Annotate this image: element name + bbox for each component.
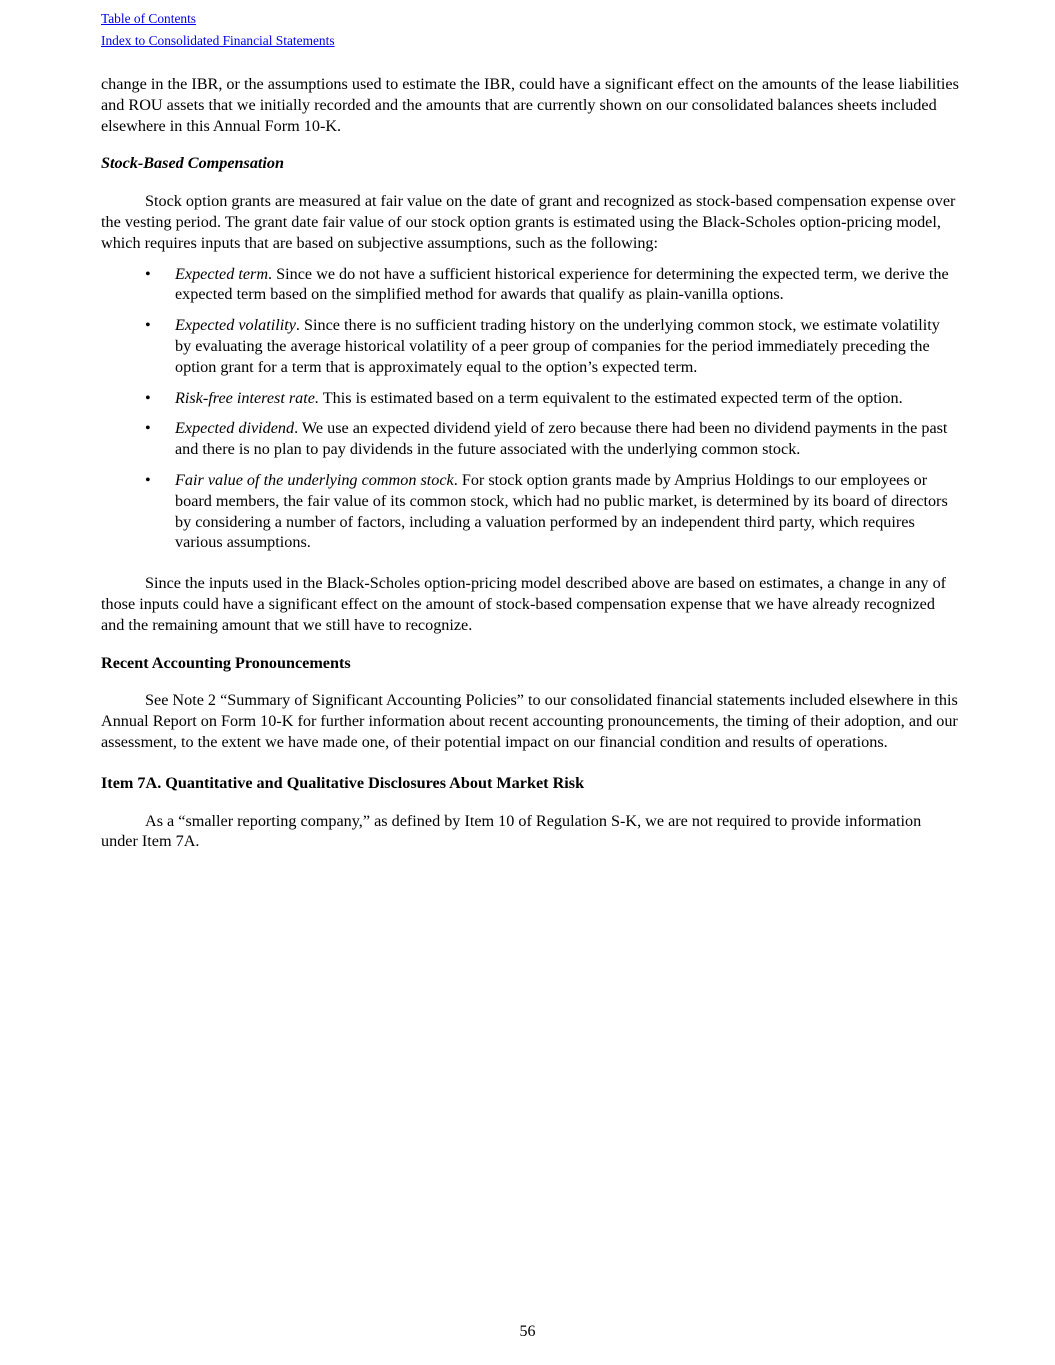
stock-comp-heading: Stock-Based Compensation	[101, 154, 285, 173]
list-item	[101, 418, 959, 460]
recent-pronouncements-heading: Recent Accounting Pronouncements	[101, 653, 351, 672]
list-item	[101, 388, 959, 409]
assumption-text: This is estimated based on a term equivalent to the estimated expected term of the option.	[319, 388, 903, 407]
assumption-term: Expected dividend	[175, 419, 295, 438]
assumption-term: Risk-free interest rate.	[175, 388, 319, 407]
assumption-text: . We use an expected dividend yield of zero because there had been no dividend payments in the past and there is no plan to pay dividends in the future associated with the underlying common stock.	[175, 419, 948, 459]
assumption-term: Expected volatility	[175, 316, 296, 335]
intro-paragraph: change in the IBR, or the assumptions used to estimate the IBR, could have a significant effect on the amounts of the lease liabilities and ROU assets that we initially recorded and the amounts that are currently shown on our consolidated balances sheets included elsewhere in this Annual Form 10-K.	[101, 75, 959, 135]
bullet-icon: •	[145, 388, 151, 407]
table-of-contents-link[interactable]: Table of Contents	[101, 11, 197, 26]
assumptions-list	[101, 264, 959, 554]
bullet-icon: •	[145, 470, 151, 489]
top-navigation	[101, 8, 335, 52]
bullet-icon: •	[145, 316, 151, 335]
page-number: 56	[519, 1323, 536, 1340]
document-body	[101, 74, 959, 852]
index-financial-statements-link[interactable]: Index to Consolidated Financial Statements	[101, 33, 335, 48]
assumption-text: . For stock option grants made by Amprius Holdings to our employees or board members, the fair value of its common stock, which had no public market, is determined by its board of directors by considering a number of factors, including a valuation performed by an independent third party, which requires various assumptions.	[175, 470, 948, 552]
recent-pronouncements-paragraph: See Note 2 “Summary of Significant Accounting Policies” to our consolidated financial statements included elsewhere in this Annual Report on Form 10-K for further information about recent accounting pronouncements, the timing of their adoption, and our assessment, to the extent we have made one, of their potential impact on our financial condition and results of operations.	[101, 691, 958, 751]
list-item	[101, 470, 959, 553]
assumption-text: . Since there is no sufficient trading history on the underlying common stock, we estimate volatility by evaluating the average historical volatility of a peer group of companies for the period immediately preceding the option grant for a term that is approximately equal to the option’s expected term.	[175, 316, 940, 376]
item-7a-paragraph: As a “smaller reporting company,” as defined by Item 10 of Regulation S-K, we are not required to provide information under Item 7A.	[101, 811, 922, 851]
list-item	[101, 264, 959, 306]
list-item	[101, 315, 959, 377]
bullet-icon: •	[145, 264, 151, 283]
assumption-term: Expected term	[175, 264, 269, 283]
assumption-text: . Since we do not have a sufficient historical experience for determining the expected term, we derive the expected term based on the simplified method for awards that qualify as plain-vanilla options.	[175, 264, 949, 304]
item-7a-heading: Item 7A. Quantitative and Qualitative Disclosures About Market Risk	[101, 773, 585, 792]
stock-comp-paragraph: Stock option grants are measured at fair value on the date of grant and recognized as stock-based compensation expense over the vesting period. The grant date fair value of our stock option grants is estimated using the Black-Scholes option-pricing model, which requires inputs that are based on subjective assumptions, such as the following:	[101, 192, 956, 252]
bullet-icon: •	[145, 419, 151, 438]
stock-comp-closing-paragraph: Since the inputs used in the Black-Scholes option-pricing model described above are based on estimates, a change in any of those inputs could have a significant effect on the amount of stock-based compensation expense that we have already recognized and the remaining amount that we still have to recognize.	[101, 574, 947, 634]
assumption-term: Fair value of the underlying common stock	[175, 470, 454, 489]
